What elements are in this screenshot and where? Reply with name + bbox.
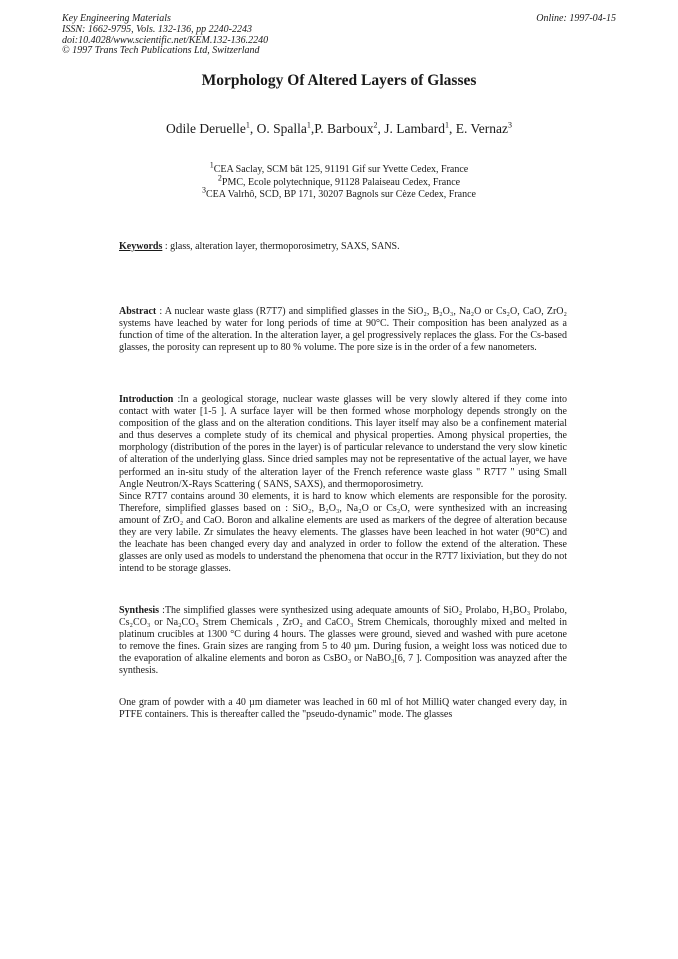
keywords-text: : glass, alteration layer, thermoporosimetry, SAXS, SANS.	[162, 241, 400, 252]
issn-line: ISSN: 1662-9795, Vols. 132-136, pp 2240-2243	[62, 23, 252, 35]
synthesis-section	[119, 605, 567, 678]
author-affiliation-mark: 1	[245, 120, 250, 130]
keywords-section	[119, 241, 567, 253]
author-name: P. Barboux	[314, 121, 374, 136]
copyright-line: © 1997 Trans Tech Publications Ltd, Switzerland	[62, 45, 260, 57]
author-name: O. Spalla	[256, 121, 307, 136]
author-affiliation-mark: 3	[507, 120, 512, 130]
abstract-text: : A nuclear waste glass (R7T7) and simplified glasses in the SiO₂, B₂O₃, Na₂O or Cs₂O, CaO, ZrO₂ systems have leached by water for long periods of time at 90°C. Their composition has been analyzed as a function of time of the alteration. In the alteration layer, a gel progressively replaces the glass. For the Cs-based glasses, the porosity can represent up to 80 % volume. The pore size is in the order of a few nanometers.	[119, 306, 567, 354]
introduction-section	[119, 394, 567, 575]
affiliation-list	[0, 160, 678, 202]
keywords-label: Keywords	[119, 241, 163, 252]
running-header	[62, 14, 268, 57]
author-affiliation-mark: 1	[444, 120, 449, 130]
affiliation: $^2$PMC, Ecole polytechnique, 91128 Palaiseau Cedex, France	[217, 173, 461, 188]
leaching-paragraph: One gram of powder with a 40 µm diameter was leached in 60 ml of hot MilliQ water changed every day, in PTFE containers. This is thereafter called the "pseudo-dynamic" mode. The glasses	[119, 697, 567, 721]
author-name: J. Lambard	[384, 121, 445, 136]
introduction-paragraph-1: :In a geological storage, nuclear waste glasses will be very slowly altered if they come into contact with water [1-5 ]. A surface layer will be then formed whose morphology depends strongly on the composition of the glass and on the alteration conditions. This layer itself may also be a confinement material and thus deserves a complete study of its chemical and physical properties. Among physical properties, the morphology (distribution of the pores in the layer) is of particular relevance to understand the very slow kinetic of alteration of the underlying glass. Since dried samples may not be representative of the actual layer, we have performed an in-situ study of the alteration layer of the French reference waste glass " R7T7 " using Small Angle Neutron/X-Rays Scattering ( SANS, SAXS), and thermoporosimetry.	[119, 394, 567, 490]
journal-name: Key Engineering Materials	[62, 13, 171, 24]
author-affiliation-mark: 2	[373, 120, 378, 130]
author-list: Odile Deruelle$^1$, O. Spalla$^1$,P. Barboux$^2$, J. Lambard$^1$, E. Vernaz$^3$	[166, 120, 512, 136]
abstract-label: Abstract	[119, 306, 157, 317]
online-date: Online: 1997-04-15	[536, 13, 616, 24]
abstract-section	[119, 306, 567, 354]
affiliation: $^1$CEA Saclay, SCM bât 125, 91191 Gif sur Yvette Cedex, France	[209, 160, 469, 175]
author-name: Odile Deruelle	[166, 121, 246, 136]
synthesis-text: :The simplified glasses were synthesized using adequate amounts of SiO₂ Prolabo, H₃BO₃ Prolabo, Cs₂CO₃ or Na₂CO₃ Strem Chemicals , ZrO₂ and CaCO₃ Strem Chemicals, thoroughly mixed and melted in platinum crucibles at 1300 °C during 4 hours. The glasses were ground, sieved and washed with pure acetone to remove the fines. Grain sizes are ranging from 5 to 40 µm. During fusion, a weight loss was noticed due to the evaporation of alkaline elements and boron as CsBO₃ or NaBO₃[6, 7 ]. Composition was anayzed after the synthesis.	[119, 605, 567, 677]
introduction-paragraph-2: Since R7T7 contains around 30 elements, it is hard to know which elements are responsible for the porosity. Therefore, simplified glasses based on : SiO₂, B₂O₃, Na₂O or Cs₂O, were synthesized with an increasing amount of ZrO₂ and CaO. Boron and alkaline elements are used as markers of the degree of alteration because they are very labile. Zr simulates the heavy elements. The glasses have been leached in hot water (90°C) and the leachate has been changed every day and analyzed in order to follow the extend of the alteration. These glasses are only used as models to understand the phenomena that occur in the R7T7 lixiviation, but they do not intend to be storage glasses.	[119, 490, 567, 575]
author-name: E. Vernaz	[455, 121, 508, 136]
author-affiliation-mark: 1	[306, 120, 311, 130]
doi-line: doi:10.4028/www.scientific.net/KEM.132-136.2240	[62, 34, 269, 46]
synthesis-label: Synthesis	[119, 605, 160, 616]
paper-title: Morphology Of Altered Layers of Glasses	[201, 72, 477, 89]
introduction-label: Introduction	[119, 394, 174, 405]
affiliation: $^3$CEA Valrhô, SCD, BP 171, 30207 Bagnols sur Cèze Cedex, France	[202, 185, 476, 201]
